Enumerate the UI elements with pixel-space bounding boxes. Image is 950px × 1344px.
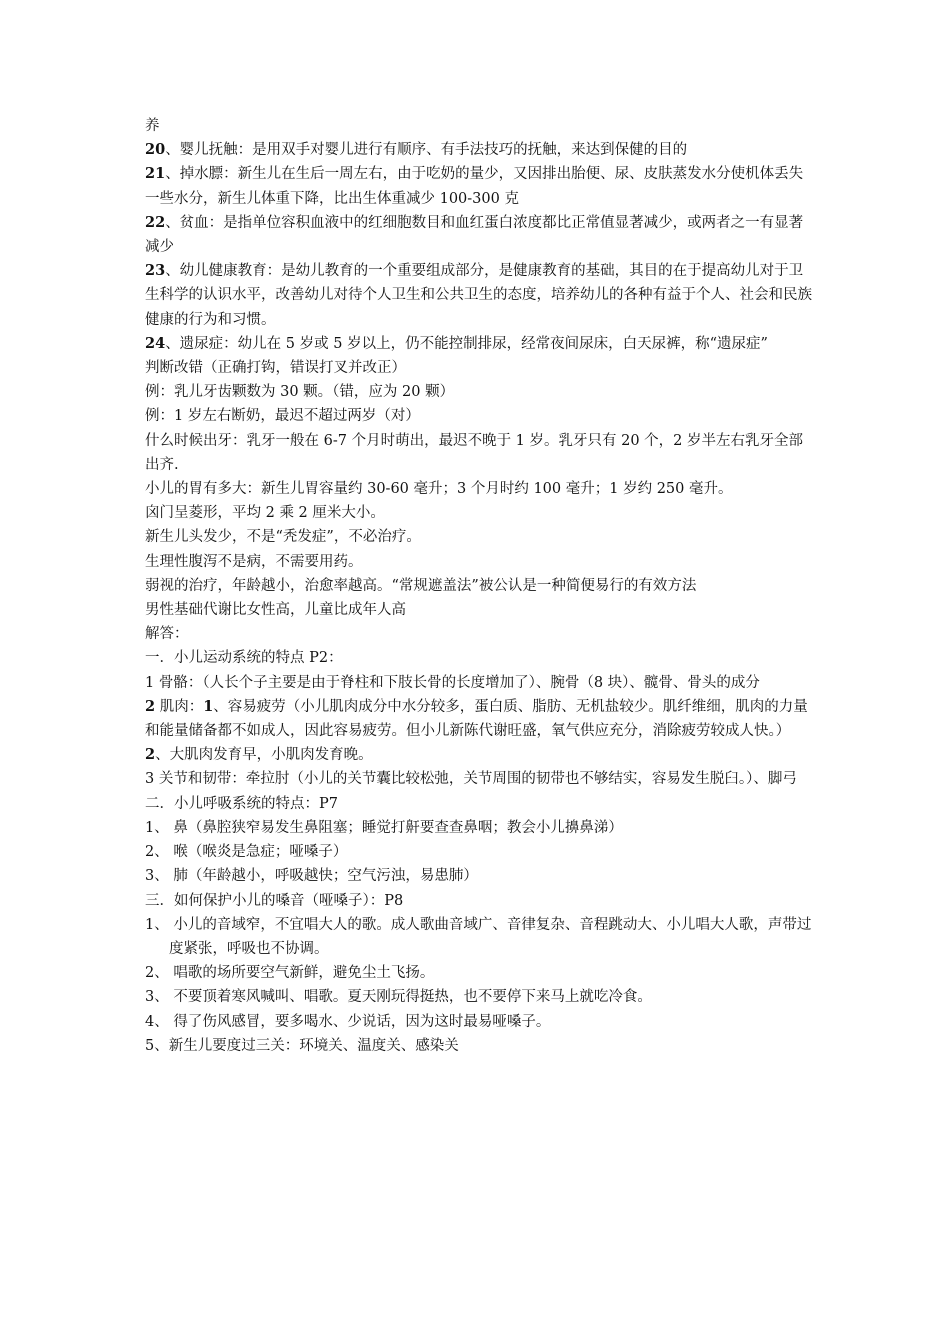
voice-item-2: 2、 唱歌的场所要空气新鲜，避免尘土飞扬。 xyxy=(145,965,435,982)
definition-20 xyxy=(145,138,813,162)
definition-23 xyxy=(145,259,813,332)
voice-item-5: 5、新生儿要度过三关：环境关、温度关、感染关 xyxy=(145,1037,459,1054)
item-text: 、遗尿症：幼儿在 5 岁或 5 岁以上，仍不能控制排尿，经常夜间尿床，白天尿裤，称“遗尿症” xyxy=(165,335,768,352)
item-number: 2 xyxy=(145,697,156,715)
voice-item-3: 3、 不要顶着寒风喊叫、唱歌。夏天刚玩得挺热，也不要停下来马上就吃冷食。 xyxy=(145,989,652,1006)
definition-21 xyxy=(145,162,813,210)
text-line: 养 xyxy=(145,118,160,134)
section-heading-motor: 一．小儿运动系统的特点 P2： xyxy=(145,650,343,667)
item-number: 20 xyxy=(145,141,166,159)
example-2: 例：1 岁左右断奶，最迟不超过两岁（对） xyxy=(145,408,420,425)
definition-22 xyxy=(145,211,813,259)
fact-stomach: 小儿的胃有多大：新生儿胃容量约 30-60 毫升；3 个月时约 100 毫升；1 岁约 250 毫升。 xyxy=(145,481,733,498)
example-1: 例：乳儿牙齿颗数为 30 颗。（错，应为 20 颗） xyxy=(145,384,455,401)
item-text: 肌肉： xyxy=(155,698,204,715)
definition-24 xyxy=(145,332,813,356)
fact-diarrhea: 生理性腹泻不是病，不需要用药。 xyxy=(145,553,363,570)
item-text: 、容易疲劳（小儿肌肉成分中水分较多，蛋白质、脂肪、无机盐较少。肌纤维细，肌肉的力量和能量储备都不如成人，因此容易疲劳。但小儿新陈代谢旺盛，氧气供应充分，消除疲劳较成人快。） xyxy=(145,698,808,740)
fact-amblyopia: 弱视的治疗，年龄越小，治愈率越高。“常规遮盖法”被公认是一种简便易行的有效方法 xyxy=(145,577,697,594)
motor-bones: 1 骨骼：（人长个子主要是由于脊柱和下肢长骨的长度增加了）、腕骨（8 块）、髋骨、骨头的成分 xyxy=(145,674,760,691)
section-heading-voice: 三．如何保护小儿的嗓音（哑嗓子）：P8 xyxy=(145,892,404,909)
motor-muscles xyxy=(145,695,813,768)
voice-item-1: 1、 小儿的音域窄，不宜唱大人的歌。成人歌曲音域广、音律复杂、音程跳动大、小儿唱大人歌，声带过度紧张，呼吸也不协调。 xyxy=(145,916,812,957)
item-number: 21 xyxy=(145,165,166,183)
item-text: 、贫血：是指单位容积血液中的红细胞数目和血红蛋白浓度都比正常值显著减少，或两者之一有显著减少 xyxy=(145,214,804,256)
section-heading-respiratory: 二．小儿呼吸系统的特点：P7 xyxy=(145,795,338,812)
item-text: 、大肌肉发育早，小肌肉发育晚。 xyxy=(155,747,373,764)
fact-teeth: 什么时候出牙：乳牙一般在 6-7 个月时萌出，最迟不晚于 1 岁。乳牙只有 20 个，2 岁半左右乳牙全部出齐. xyxy=(145,432,804,473)
document-body xyxy=(145,114,813,1058)
respiratory-throat: 2、 喉（喉炎是急症；哑嗓子） xyxy=(145,844,348,861)
fact-fontanel: 囟门呈菱形，平均 2 乘 2 厘米大小。 xyxy=(145,505,385,522)
item-number: 1 xyxy=(203,697,214,715)
item-number: 2 xyxy=(145,746,156,764)
fact-metabolism: 男性基础代谢比女性高，儿童比成年人高 xyxy=(145,602,406,619)
motor-joints: 3 关节和韧带：牵拉肘（小儿的关节囊比较松弛，关节周围的韧带也不够结实，容易发生脱臼。）、脚弓 xyxy=(145,771,797,788)
item-number: 23 xyxy=(145,262,166,280)
item-number: 22 xyxy=(145,213,166,231)
fact-hair: 新生儿头发少，不是“秃发症”，不必治疗。 xyxy=(145,529,421,546)
item-number: 24 xyxy=(145,334,166,352)
item-text: 、幼儿健康教育：是幼儿教育的一个重要组成部分，是健康教育的基础，其目的在于提高幼儿对于卫生科学的认识水平，改善幼儿对待个人卫生和公共卫生的态度，培养幼儿的各种有益于个人、社会和民族健康的行为和习惯。 xyxy=(145,263,812,328)
respiratory-lung: 3、 肺（年龄越小，呼吸越快；空气污浊，易患肺） xyxy=(145,868,478,885)
item-text: 、掉水膘：新生儿在生后一周左右，由于吃奶的量少，又因排出胎便、尿、皮肤蒸发水分使机体丢失一些水分，新生儿体重下降，比出生体重减少 100-300 克 xyxy=(145,166,804,207)
section-heading-judge: 判断改错（正确打钩，错误打叉并改正） xyxy=(145,360,406,377)
voice-item-4: 4、 得了伤风感冒，要多喝水、少说话，因为这时最易哑嗓子。 xyxy=(145,1013,551,1030)
respiratory-nose: 1、 鼻（鼻腔狭窄易发生鼻阻塞；睡觉打鼾要查查鼻咽；教会小儿擤鼻涕） xyxy=(145,819,623,836)
item-text: 、婴儿抚触：是用双手对婴儿进行有顺序、有手法技巧的抚触，来达到保健的目的 xyxy=(165,142,688,159)
section-heading-answer: 解答： xyxy=(145,626,189,643)
